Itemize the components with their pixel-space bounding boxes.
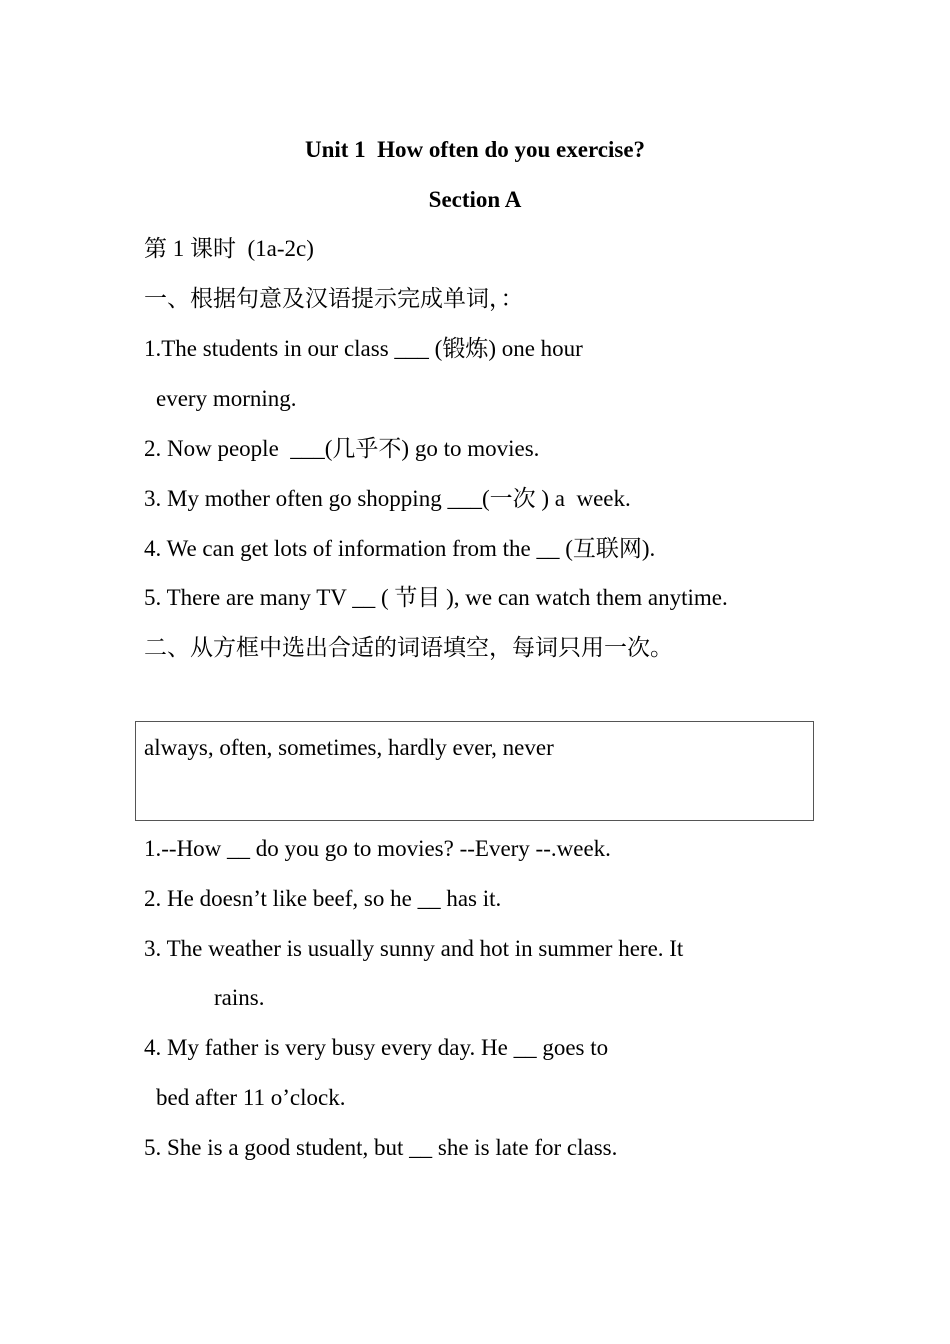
part1-heading: 一、根据句意及汉语提示完成单词，：: [144, 286, 524, 311]
part1-question-3: 3. My mother often go shopping ___(一次 ) a week.: [144, 486, 631, 511]
page-title: Unit 1 How often do you exercise?: [304, 137, 646, 162]
part1-question-2: 2. Now people ___(几乎不) go to movies.: [144, 436, 540, 461]
section-title: Section A: [428, 187, 522, 212]
part1-question-1-continued: every morning.: [156, 386, 297, 411]
part1-question-4: 4. We can get lots of information from the __ (互联网).: [144, 536, 656, 561]
part2-question-4: 4. My father is very busy every day. He __ goes to: [144, 1035, 609, 1060]
part2-question-2: 2. He doesn’t like beef, so he __ has it.: [144, 886, 502, 911]
part2-question-5: 5. She is a good student, but __ she is late for class.: [144, 1135, 618, 1160]
part2-question-4-continued: bed after 11 o’clock.: [156, 1085, 346, 1110]
part2-question-1: 1.--How __ do you go to movies? --Every --.week.: [144, 836, 611, 861]
part2-question-3-continued: rains.: [214, 985, 265, 1010]
word-box-words: always, often, sometimes, hardly ever, never: [144, 735, 554, 760]
part1-question-1: 1.The students in our class ___ (锻炼) one hour: [144, 336, 583, 361]
word-box: [135, 721, 814, 821]
part2-heading: 二、从方框中选出合适的词语填空，每词只用一次。: [144, 635, 673, 660]
part1-question-5: 5. There are many TV __ ( 节目 ), we can watch them anytime.: [144, 585, 728, 610]
part2-question-3: 3. The weather is usually sunny and hot in summer here. It: [144, 936, 684, 961]
lesson-label: 第 1 课时 (1a-2c): [144, 236, 314, 261]
